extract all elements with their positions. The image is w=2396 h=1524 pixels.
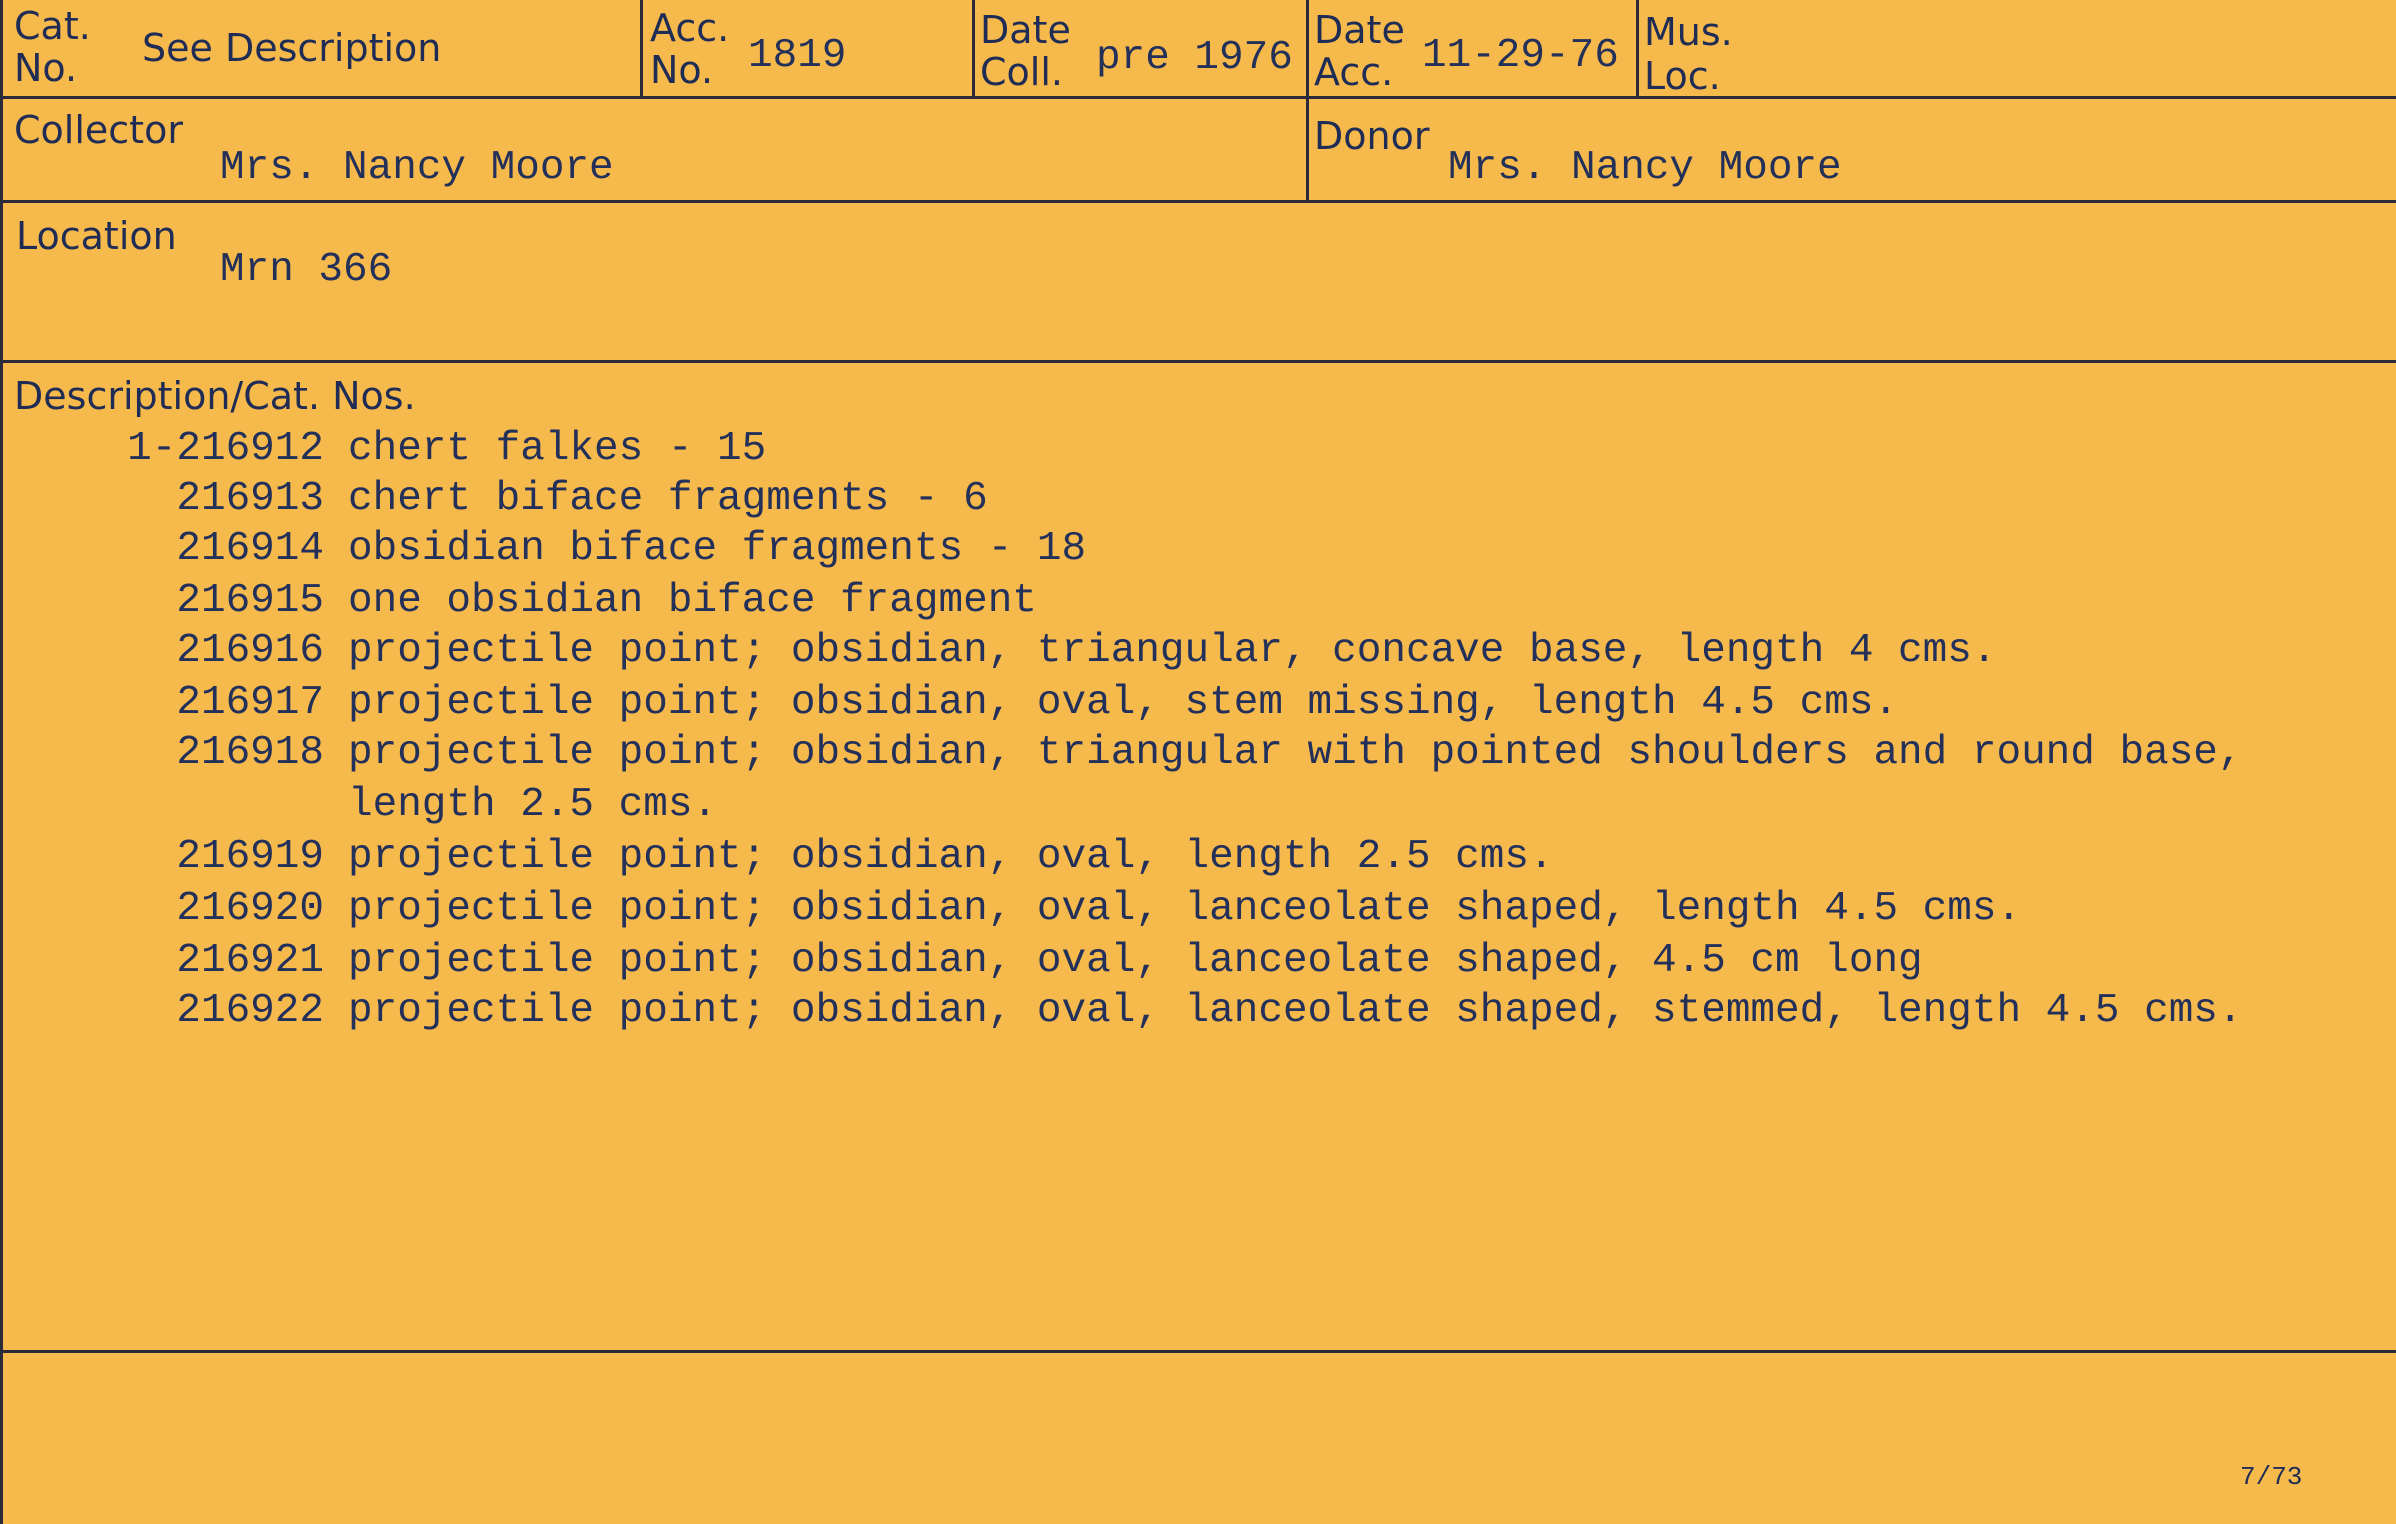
list-item [0, 678, 2396, 729]
catalog-number: 1-216912 [127, 426, 324, 472]
item-description: projectile point; obsidian, oval, stem missing, length 4.5 cms. [348, 680, 1899, 726]
catalog-number: 216918 [176, 730, 324, 776]
cat-no-label-bottom: No. [14, 46, 78, 90]
date-acc-label-bottom: Acc. [1314, 50, 1394, 94]
list-item [0, 986, 2396, 1037]
location-label: Location [16, 214, 177, 258]
list-item [0, 728, 2396, 779]
collector-value: Mrs. Nancy Moore [220, 145, 614, 191]
list-item [0, 576, 2396, 627]
description-label: Description/Cat. Nos. [14, 374, 416, 418]
catalog-number: 216913 [176, 476, 324, 522]
list-item-continuation [0, 780, 2396, 831]
acc-no-value: 1819 [748, 33, 847, 79]
donor-label: Donor [1314, 114, 1430, 158]
list-item [0, 524, 2396, 575]
collector-label: Collector [14, 108, 183, 152]
catalog-number: 216922 [176, 988, 324, 1034]
item-description: chert biface fragments - 6 [348, 476, 988, 522]
date-acc-value: 11-29-76 [1422, 33, 1619, 79]
item-description: projectile point; obsidian, oval, lanceolate shaped, stemmed, length 4.5 cms. [348, 988, 2243, 1034]
list-item [0, 884, 2396, 935]
catalog-number: 216916 [176, 628, 324, 674]
item-description: length 2.5 cms. [348, 782, 718, 828]
catalog-number: 216915 [176, 578, 324, 624]
cat-no-label-top: Cat. [14, 4, 91, 48]
catalog-number: 216921 [176, 938, 324, 984]
date-coll-label-bottom: Coll. [980, 50, 1063, 94]
rule-v-catno [640, 0, 643, 98]
item-description: projectile point; obsidian, triangular with pointed shoulders and round base, [348, 730, 2243, 776]
rule-v-accno [972, 0, 975, 98]
item-description: projectile point; obsidian, oval, lanceolate shaped, length 4.5 cms. [348, 886, 2022, 932]
rule-header-bottom [0, 96, 2396, 99]
date-acc-label-top: Date [1314, 8, 1405, 52]
catalog-number: 216920 [176, 886, 324, 932]
date-coll-label-top: Date [980, 8, 1071, 52]
rule-collector-bottom [0, 200, 2396, 203]
cat-no-value: See Description [142, 26, 442, 70]
rule-v-dateacc [1636, 0, 1639, 98]
rule-description-bottom [0, 1350, 2396, 1353]
item-description: projectile point; obsidian, oval, length 2.5 cms. [348, 834, 1554, 880]
acc-no-label-bottom: No. [650, 48, 714, 92]
catalog-number: 216914 [176, 526, 324, 572]
acc-no-label-top: Acc. [650, 6, 730, 50]
list-item [0, 424, 2396, 475]
item-description: obsidian biface fragments - 18 [348, 526, 1087, 572]
list-item [0, 626, 2396, 677]
mus-loc-label-bottom: Loc. [1644, 54, 1721, 98]
list-item [0, 936, 2396, 987]
catalog-number: 216917 [176, 680, 324, 726]
donor-value: Mrs. Nancy Moore [1448, 145, 1842, 191]
item-description: projectile point; obsidian, triangular, concave base, length 4 cms. [348, 628, 1997, 674]
rule-location-bottom [0, 360, 2396, 363]
form-revision-code: 7/73 [2240, 1462, 2303, 1492]
item-description: chert falkes - 15 [348, 426, 767, 472]
list-item [0, 474, 2396, 525]
item-description: projectile point; obsidian, oval, lanceolate shaped, 4.5 cm long [348, 938, 1923, 984]
list-item [0, 832, 2396, 883]
catalog-number: 216919 [176, 834, 324, 880]
rule-v-datecoll [1306, 0, 1309, 202]
location-value: Mrn 366 [220, 247, 393, 293]
item-description: one obsidian biface fragment [348, 578, 1037, 624]
mus-loc-label-top: Mus. [1644, 10, 1733, 54]
date-coll-value: pre 1976 [1096, 35, 1293, 81]
